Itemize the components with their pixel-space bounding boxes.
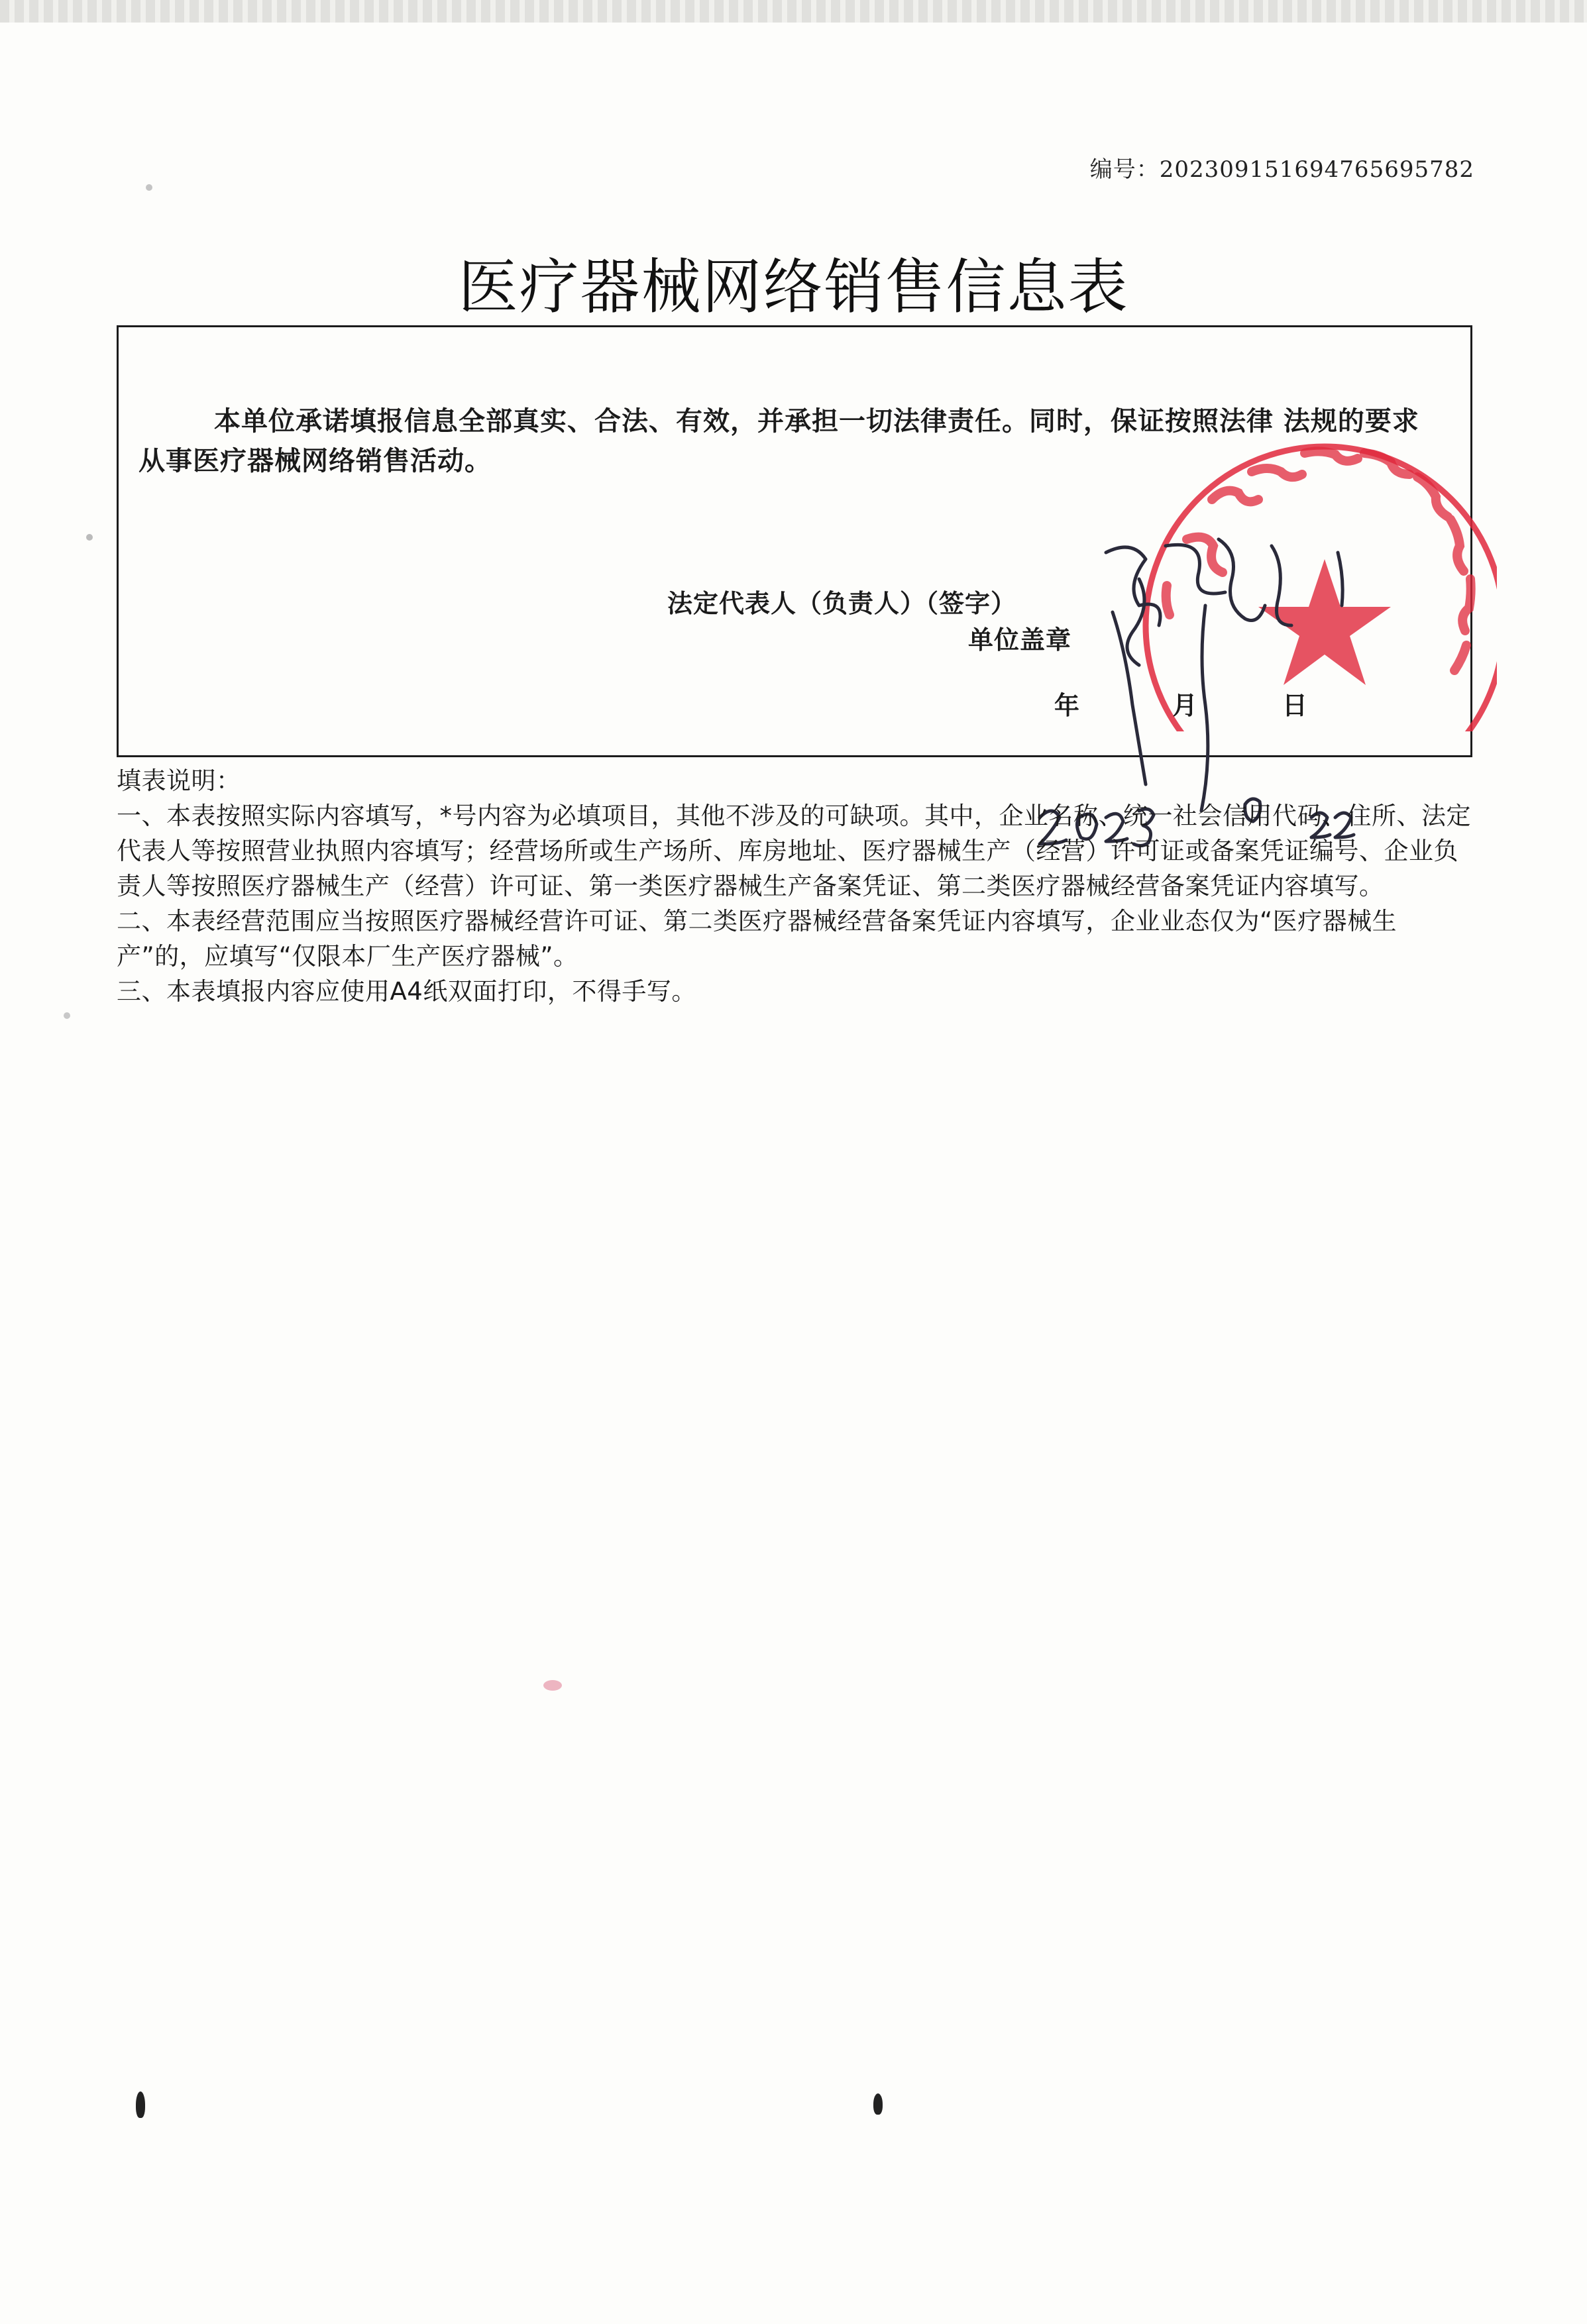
date-month-label: 月: [1172, 691, 1198, 720]
legal-representative-label: 法定代表人（负责人）（签字）: [667, 589, 1017, 618]
date-year-label: 年: [1054, 691, 1080, 720]
document-number-value: 20230915169476569578​2: [1159, 156, 1474, 183]
unit-seal-label: 单位盖章: [968, 625, 1072, 655]
scan-speck: [873, 2093, 883, 2115]
scan-speck: [86, 534, 93, 541]
document-number: [1090, 151, 1474, 184]
instructions-heading: 填表说明：: [117, 766, 241, 795]
commitment-text: 本单位承诺填报信息全部真实、合法、有效，并承担一切法律责任。同时，保证按照法律 法规的要求从事医疗器械网络销售活动。: [138, 406, 1419, 476]
page-title: 医疗器械网络销售信息表: [458, 252, 1129, 322]
scan-speck: [543, 1680, 562, 1691]
instruction-item-2: 二、本表经营范围应当按照医疗器械经营许可证、第二类医疗器械经营备案凭证内容填写，企业业态仅为“医疗器械生产”的，应填写“仅限本厂生产医疗器械”。: [117, 907, 1397, 971]
commitment-box: [117, 325, 1472, 757]
instruction-item-1: 一、本表按照实际内容填写，*号内容为必填项目，其他不涉及的可缺项。其中，企业名称、统一社会信用代码、住所、法定代表人等按照营业执照内容填写；经营场所或生产场所、库房地址、医疗器械生产（经营）许可证或备案凭证编号、企业负责人等按照医疗器械生产（经营）许可证、第一类医疗器械生产备案凭证、第二类医疗器械经营备案凭证内容填写。: [117, 802, 1471, 900]
date-day-label: 日: [1282, 691, 1308, 720]
scan-speck: [146, 184, 152, 191]
instructions-section: [117, 763, 1475, 1009]
instruction-item-3: 三、本表填报内容应使用A4纸双面打印，不得手写。: [117, 977, 696, 1006]
scan-speck: [64, 1012, 70, 1019]
document-number-label: 编号：: [1089, 156, 1160, 183]
scan-top-edge: [0, 0, 1587, 23]
scan-speck: [136, 2091, 145, 2118]
